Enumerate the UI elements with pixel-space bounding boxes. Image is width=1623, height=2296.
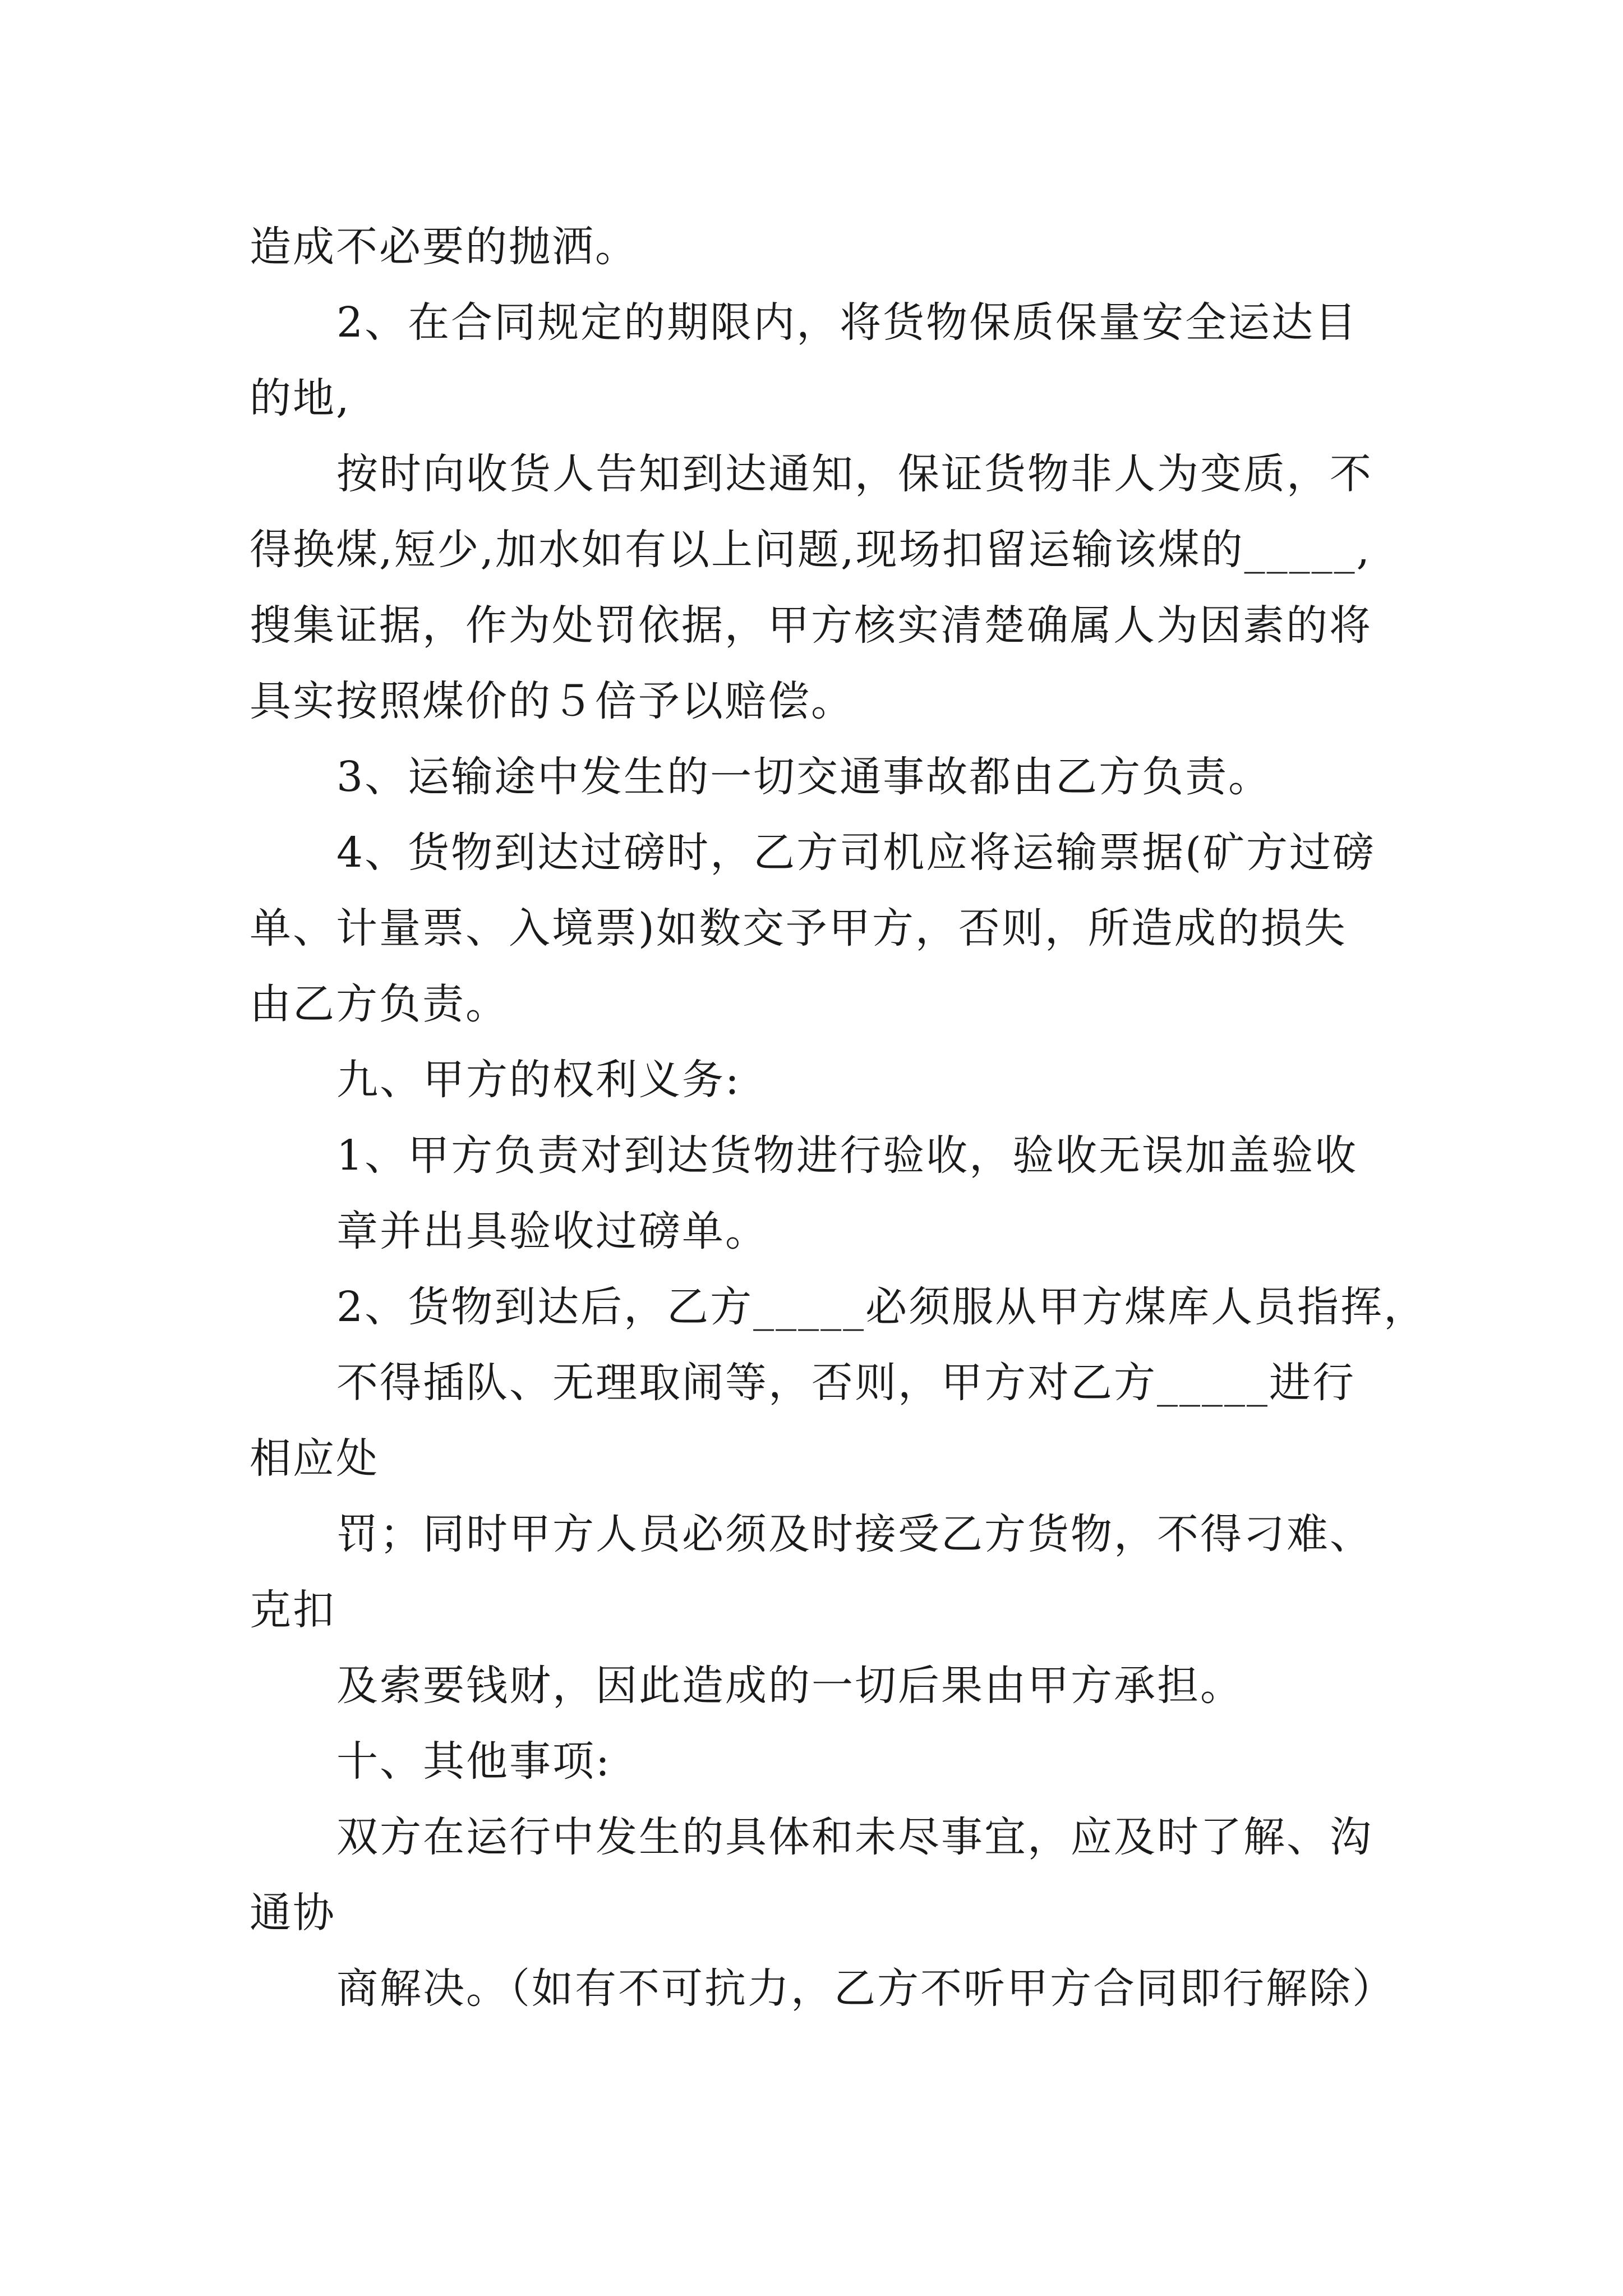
text-line: 得换煤,短少,加水如有以上问题,现场扣留运输该煤的_____, bbox=[250, 526, 1372, 574]
section-heading: 九、甲方的权利义务: bbox=[336, 1056, 741, 1104]
text-line: 造成不必要的抛洒。 bbox=[250, 223, 638, 271]
text-line: 不得插队、无理取闹等，否则，甲方对乙方_____进行 bbox=[336, 1359, 1355, 1407]
text-line: 的地, bbox=[250, 374, 351, 422]
text-line: 由乙方负责。 bbox=[250, 980, 509, 1028]
text-line: 商解决。（如有不可抗力，乙方不听甲方合同即行解除） bbox=[336, 1964, 1395, 2013]
text-line: 相应处 bbox=[250, 1434, 379, 1483]
text-line: 克扣 bbox=[250, 1586, 336, 1634]
text-line: 搜集证据，作为处罚依据，甲方核实清楚确属人为因素的将 bbox=[250, 601, 1372, 650]
text-line: 2、货物到达后，乙方_____必须服从甲方煤库人员指挥， bbox=[336, 1283, 1427, 1331]
text-line: 3、运输途中发生的一切交通事故都由乙方负责。 bbox=[336, 753, 1272, 801]
text-line: 2、在合同规定的期限内，将货物保质保量安全运达目 bbox=[336, 298, 1358, 347]
text-line: 1、甲方负责对到达货物进行验收，验收无误加盖验收 bbox=[336, 1131, 1358, 1180]
text-line: 单、计量票、入境票)如数交予甲方，否则，所造成的损失 bbox=[250, 904, 1347, 953]
text-line: 4、货物到达过磅时，乙方司机应将运输票据(矿方过磅 bbox=[336, 829, 1376, 877]
text-line: 罚；同时甲方人员必须及时接受乙方货物，不得刁难、 bbox=[336, 1510, 1373, 1558]
text-line: 章并出具验收过磅单。 bbox=[336, 1207, 768, 1255]
text-line: 及索要钱财，因此造成的一切后果由甲方承担。 bbox=[336, 1662, 1243, 1710]
text-line: 通协 bbox=[250, 1889, 336, 1937]
text-line: 按时向收货人告知到达通知，保证货物非人为变质，不 bbox=[336, 450, 1373, 498]
section-heading: 十、其他事项: bbox=[336, 1737, 611, 1786]
text-line: 具实按照煤价的５倍予以赔偿。 bbox=[250, 677, 854, 725]
text-line: 双方在运行中发生的具体和未尽事宜，应及时了解、沟 bbox=[336, 1813, 1373, 1861]
